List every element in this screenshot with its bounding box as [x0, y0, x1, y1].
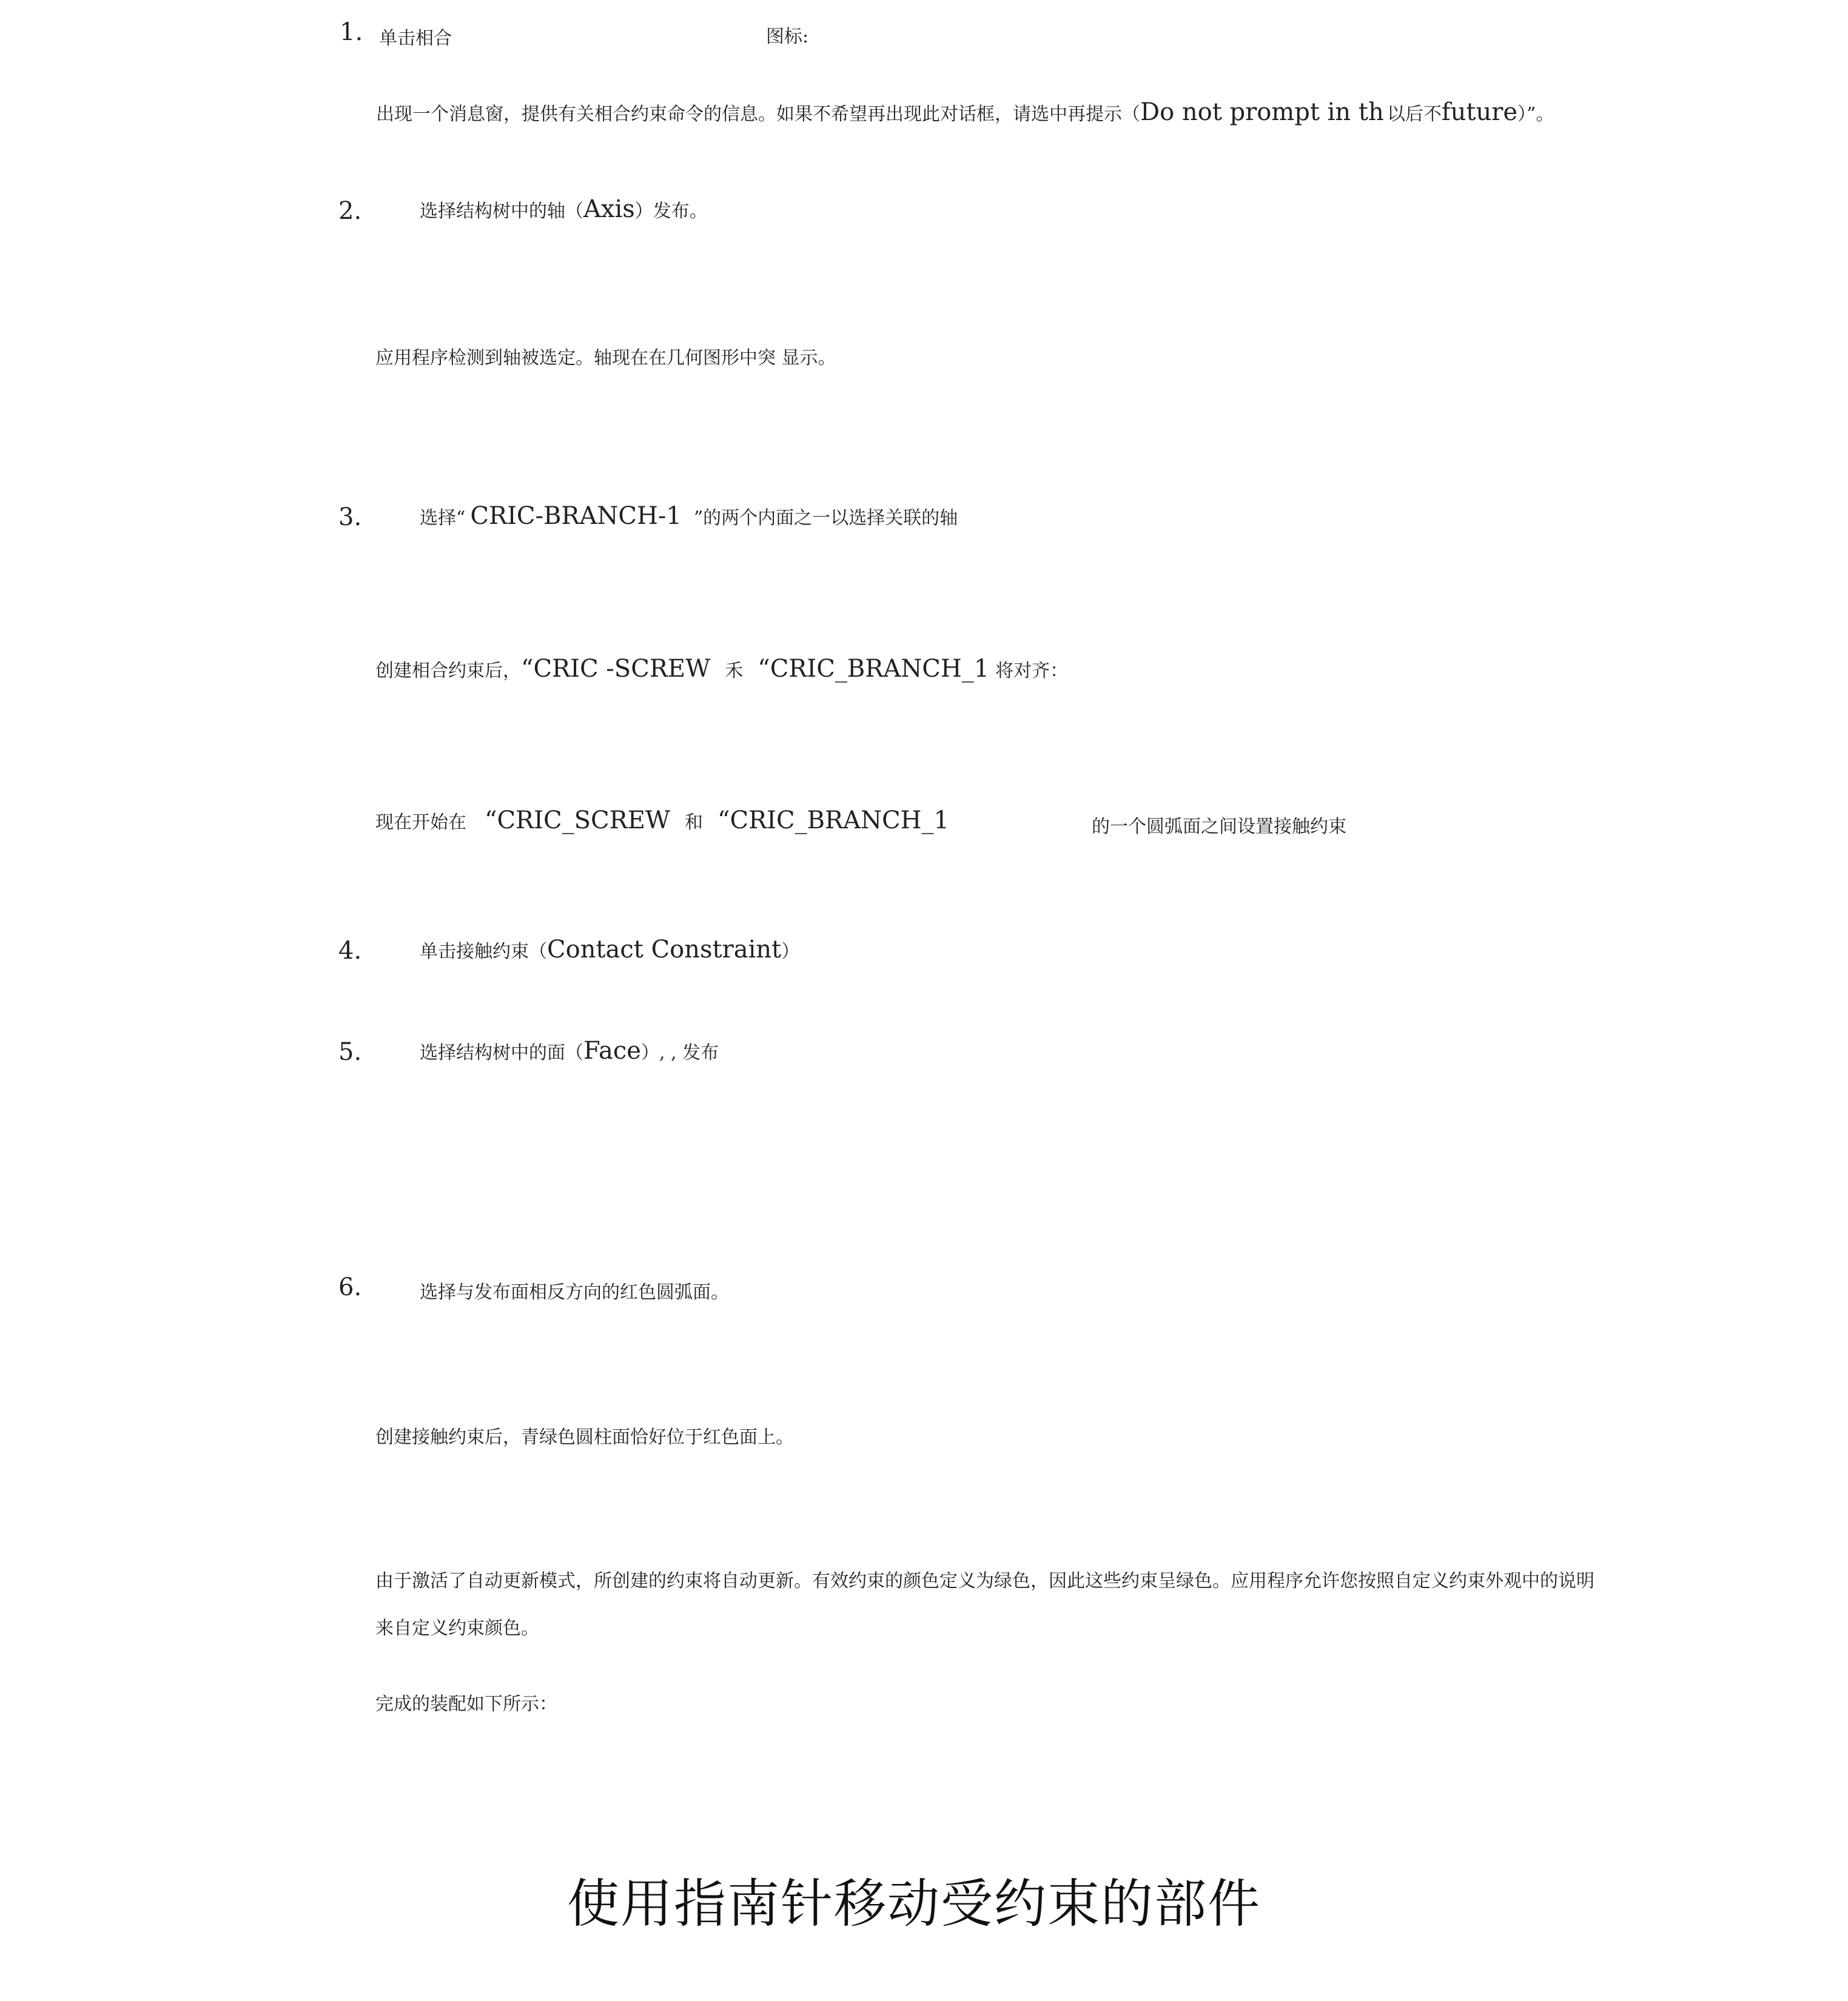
step-4-number: 4. — [338, 937, 362, 965]
p3-part-screw: “CRIC -SCREW — [521, 655, 711, 683]
p4-text: 现在开始在 — [375, 812, 466, 833]
p4-part-branch: “CRIC_BRANCH_1 — [717, 806, 949, 834]
step-5-text-end: ）, , 发布 — [640, 1042, 719, 1064]
p3-conjunction: 禾 — [725, 660, 744, 682]
auto-update-paragraph-line-2: 来自定义约束颜色。 — [375, 1618, 539, 1639]
contact-setup-paragraph — [375, 806, 949, 834]
step-3-line — [420, 502, 958, 530]
step-5-line — [420, 1037, 719, 1065]
step-6-number: 6. — [338, 1273, 362, 1301]
p1-text-mid: 以后不 — [1386, 104, 1442, 125]
step-2-text: 选择结构树中的轴（ — [420, 201, 583, 222]
step-3-number: 3. — [338, 503, 362, 531]
message-window-paragraph — [376, 98, 1554, 126]
p4-text-end: 的一个圆弧面之间设置接触约束 — [1092, 816, 1346, 837]
step-2-text-end: ）发布。 — [634, 201, 708, 222]
completed-assembly-paragraph: 完成的装配如下所示： — [375, 1694, 557, 1715]
auto-update-paragraph-line-1: 由于激活了自动更新模式，所创建的约束将自动更新。有效约束的颜色定义为绿色，因此这些约束呈绿色。应用程序允许您按照自定义约束外观中的说明 — [375, 1570, 1594, 1592]
step-4-english: Contact Constraint — [547, 936, 782, 964]
step-2-number: 2. — [338, 197, 362, 225]
step-5-text: 选择结构树中的面（ — [420, 1042, 583, 1064]
p4-part-screw: “CRIC_SCREW — [485, 806, 671, 834]
step-2-line — [420, 195, 708, 223]
step-3-text: 选择“ — [420, 508, 466, 529]
step-3-part-name: CRIC-BRANCH-1 — [470, 502, 682, 530]
contact-created-paragraph: 创建接触约束后，青绿色圆柱面恰好位于红色面上。 — [375, 1427, 794, 1448]
step-1-number: 1. — [340, 18, 363, 46]
step-4-text-end: ） — [781, 941, 800, 962]
p3-text-end: 将对齐： — [995, 660, 1069, 682]
p3-text: 创建相合约束后， — [375, 660, 521, 682]
step-5-english: Face — [583, 1037, 641, 1065]
step-3-text-end: ”的两个内面之一以选择关联的轴 — [693, 508, 958, 529]
p4-conjunction: 和 — [685, 812, 704, 833]
step-2-english: Axis — [583, 195, 635, 223]
p1-english-option: Do not prompt in th — [1140, 98, 1384, 126]
p1-english-future: future — [1441, 98, 1518, 126]
step-4-line — [420, 936, 799, 964]
step-1-icon-label: 图标: — [766, 26, 809, 47]
step-4-text: 单击接触约束（ — [420, 941, 547, 962]
axis-detected-paragraph: 应用程序检测到轴被选定。轴现在在几何图形中突 显示。 — [375, 347, 836, 369]
step-1-text: 单击相合 — [379, 28, 452, 49]
section-heading: 使用指南针移动受约束的部件 — [567, 1874, 1261, 1934]
coincidence-created-paragraph — [375, 655, 1068, 683]
step-5-number: 5. — [338, 1038, 362, 1066]
step-6-text: 选择与发布面相反方向的红色圆弧面。 — [420, 1282, 729, 1303]
p3-part-branch: “CRIC_BRANCH_1 — [758, 655, 990, 683]
p1-text: 出现一个消息窗，提供有关相合约束命令的信息。如果不希望再出现此对话框，请选中再提示（ — [376, 104, 1140, 125]
p1-text-end: ）”。 — [1517, 104, 1554, 125]
